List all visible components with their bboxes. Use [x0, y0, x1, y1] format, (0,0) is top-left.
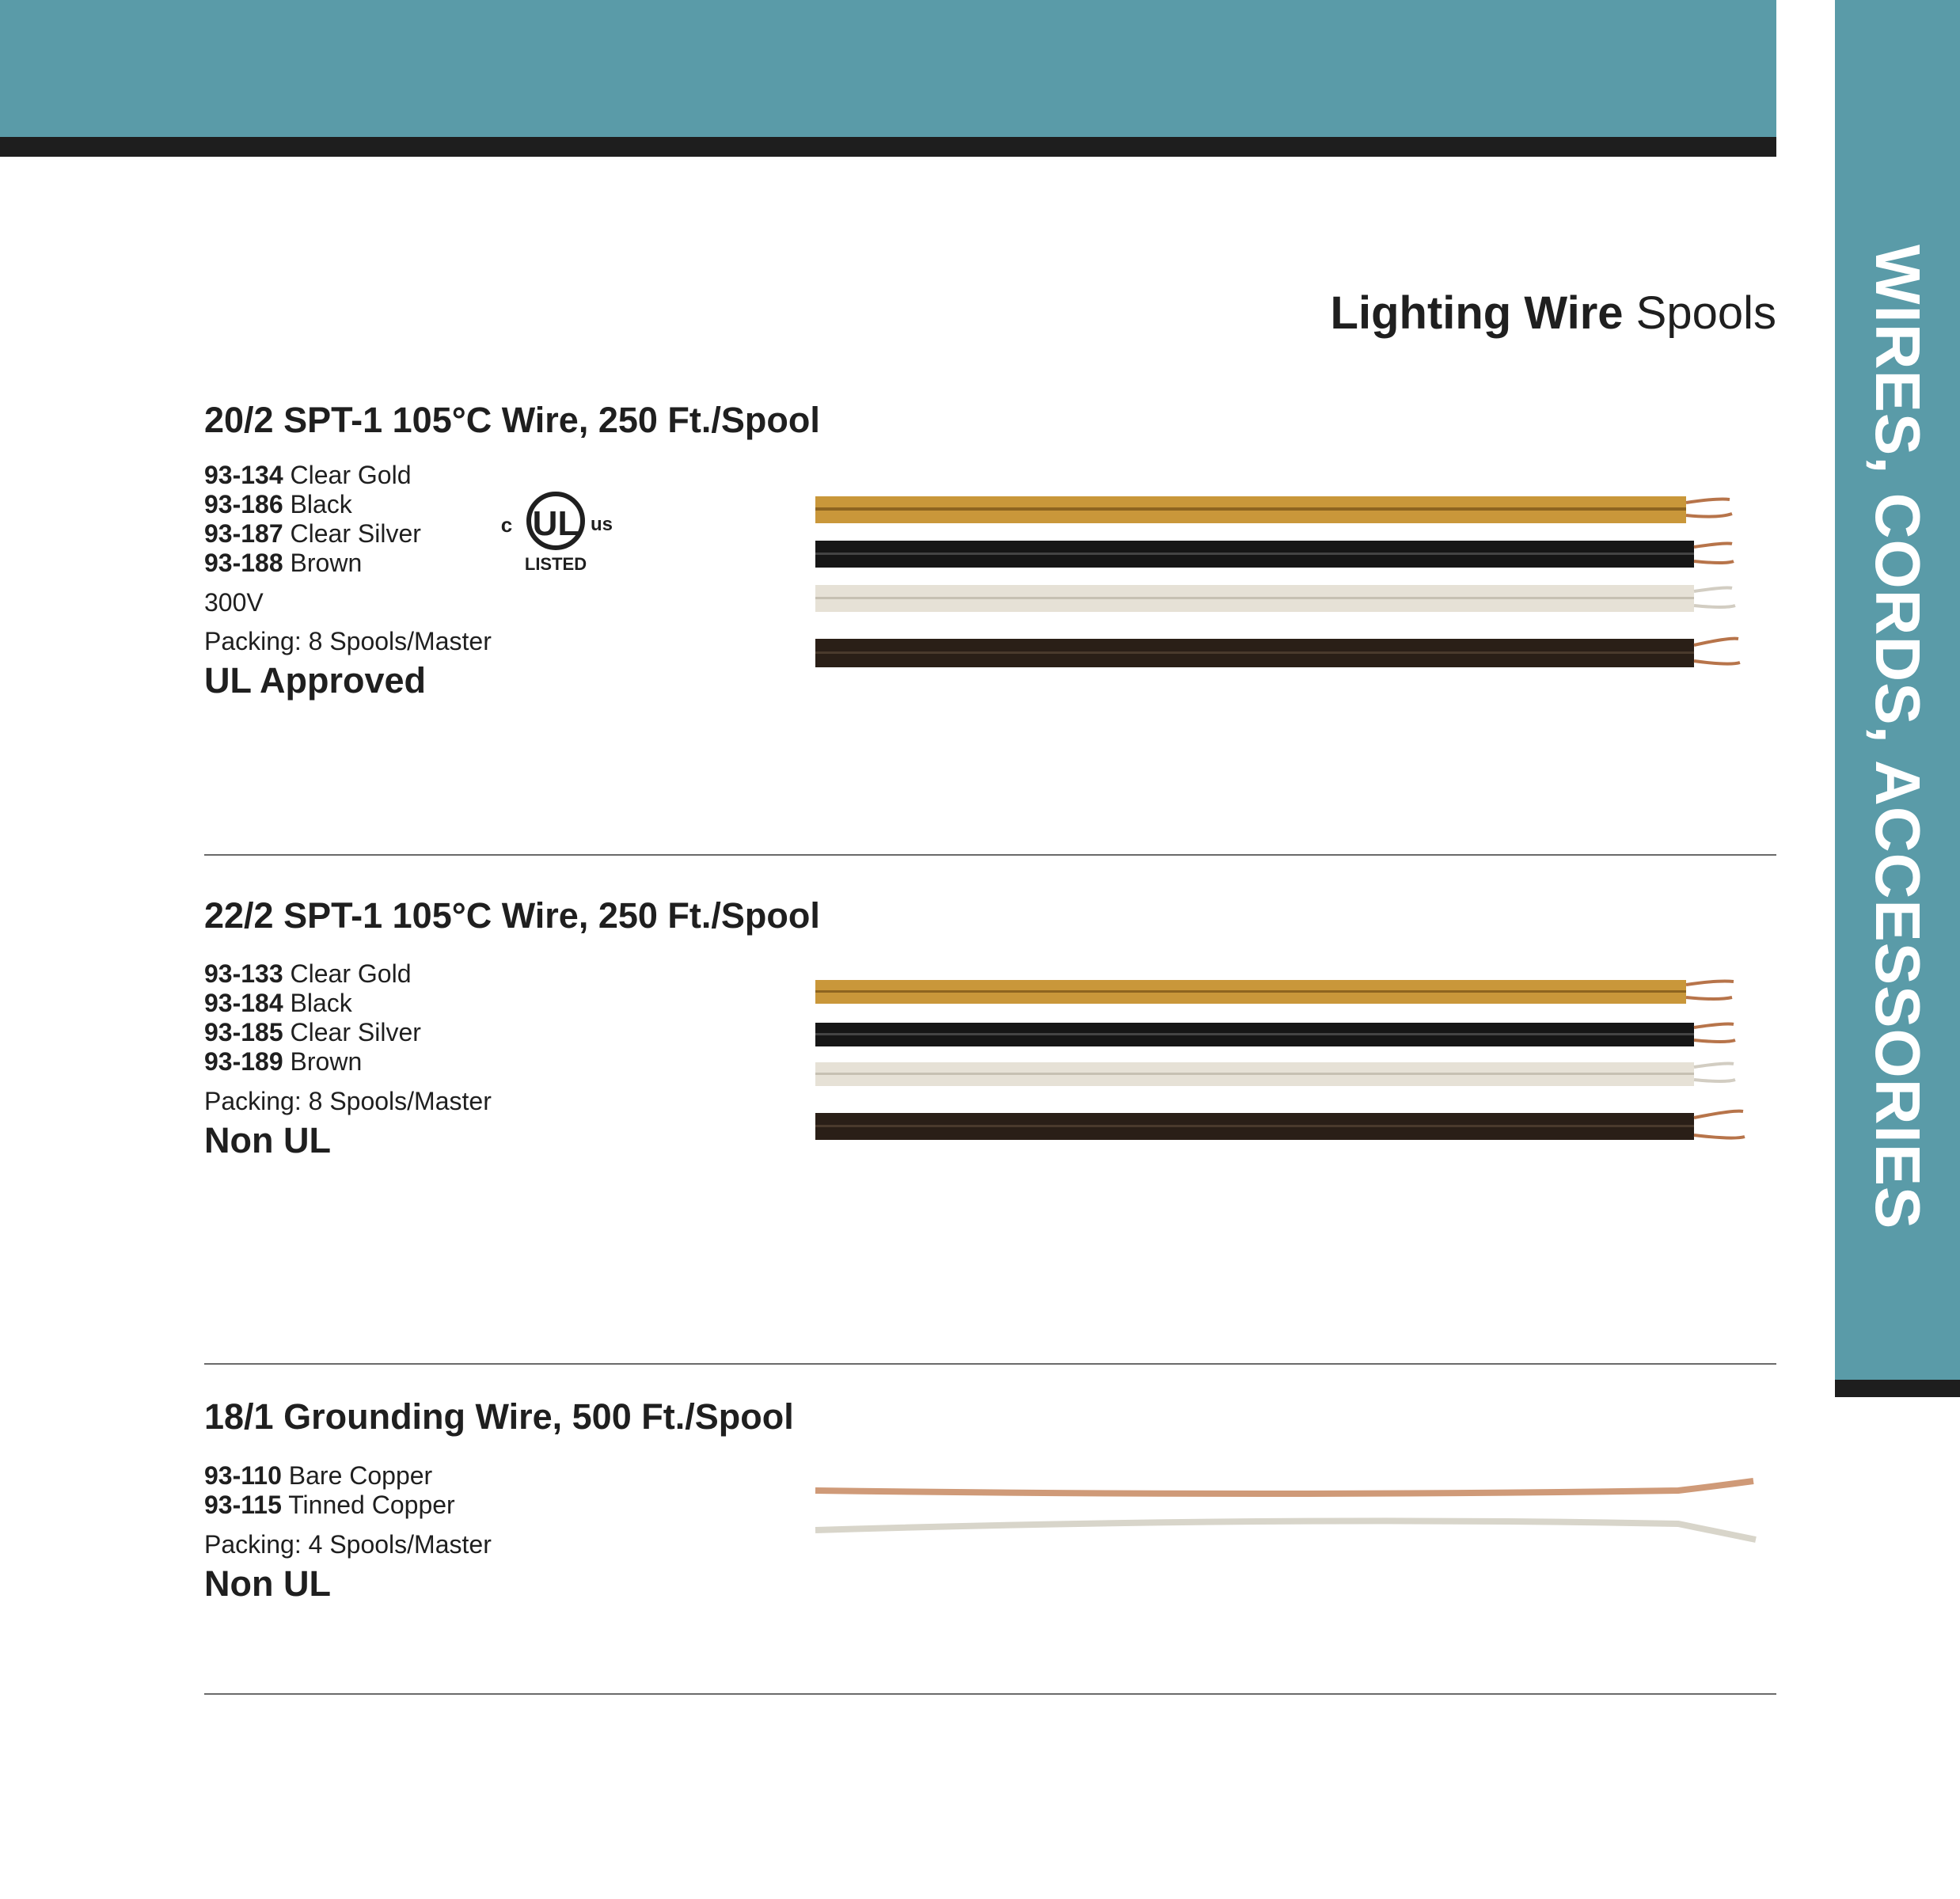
voltage-spec: 300V: [204, 588, 264, 617]
wire-photo-22-2: [807, 974, 1773, 1148]
wire-bare-copper: [815, 1481, 1753, 1494]
wire-tinned-copper: [815, 1521, 1756, 1540]
packing-spec: Packing: 8 Spools/Master: [204, 1087, 492, 1115]
approval-status: Non UL: [204, 1120, 331, 1160]
item-list: [204, 959, 421, 1077]
list-item: 93-115 Tinned Copper: [204, 1491, 455, 1519]
ul-listed-logo: [499, 484, 617, 575]
svg-text:us: us: [590, 514, 613, 535]
side-tab-rule: [1835, 1380, 1960, 1397]
approval-status: UL Approved: [204, 660, 427, 701]
svg-text:c: c: [500, 513, 513, 537]
wire-brown: [815, 639, 1740, 667]
list-item: 93-189 Brown: [204, 1047, 363, 1076]
section-title: 22/2 SPT-1 105°C Wire, 250 Ft./Spool: [204, 895, 820, 936]
section-divider: [204, 1693, 1776, 1695]
section-title: 18/1 Grounding Wire, 500 Ft./Spool: [204, 1396, 794, 1437]
page-title: Lighting Wire Spools: [1330, 287, 1776, 339]
item-list: [204, 461, 421, 578]
wire-clear-silver: [815, 585, 1735, 612]
side-tab-label: WIRES, CORDS, ACCESSORIES: [1863, 245, 1933, 1230]
wire-black: [815, 541, 1734, 568]
header-rule: [0, 137, 1776, 157]
list-item: 93-133 Clear Gold: [204, 959, 412, 988]
list-item: 93-184 Black: [204, 989, 352, 1017]
list-item: 93-110 Bare Copper: [204, 1461, 433, 1490]
list-item: 93-188 Brown: [204, 549, 363, 577]
list-item: 93-185 Clear Silver: [204, 1018, 421, 1046]
wire-clear-gold: [815, 496, 1732, 523]
section-divider: [204, 1363, 1776, 1365]
wire-photo-20-2: [807, 479, 1773, 685]
list-item: 93-187 Clear Silver: [204, 519, 421, 548]
wire-clear-silver: [815, 1062, 1735, 1086]
wire-clear-gold: [815, 980, 1734, 1004]
approval-status: Non UL: [204, 1563, 331, 1604]
packing-spec: Packing: 8 Spools/Master: [204, 627, 492, 655]
section-title: 20/2 SPT-1 105°C Wire, 250 Ft./Spool: [204, 400, 820, 440]
item-list: [204, 1461, 455, 1520]
section-divider: [204, 854, 1776, 856]
wire-brown: [815, 1111, 1745, 1140]
header-band: [0, 0, 1776, 137]
svg-text:LISTED: LISTED: [524, 554, 587, 574]
svg-text:UL: UL: [532, 504, 579, 543]
wire-photo-18-1: [807, 1468, 1773, 1548]
wire-black: [815, 1023, 1735, 1046]
list-item: 93-186 Black: [204, 490, 352, 518]
packing-spec: Packing: 4 Spools/Master: [204, 1530, 492, 1559]
list-item: 93-134 Clear Gold: [204, 461, 412, 489]
